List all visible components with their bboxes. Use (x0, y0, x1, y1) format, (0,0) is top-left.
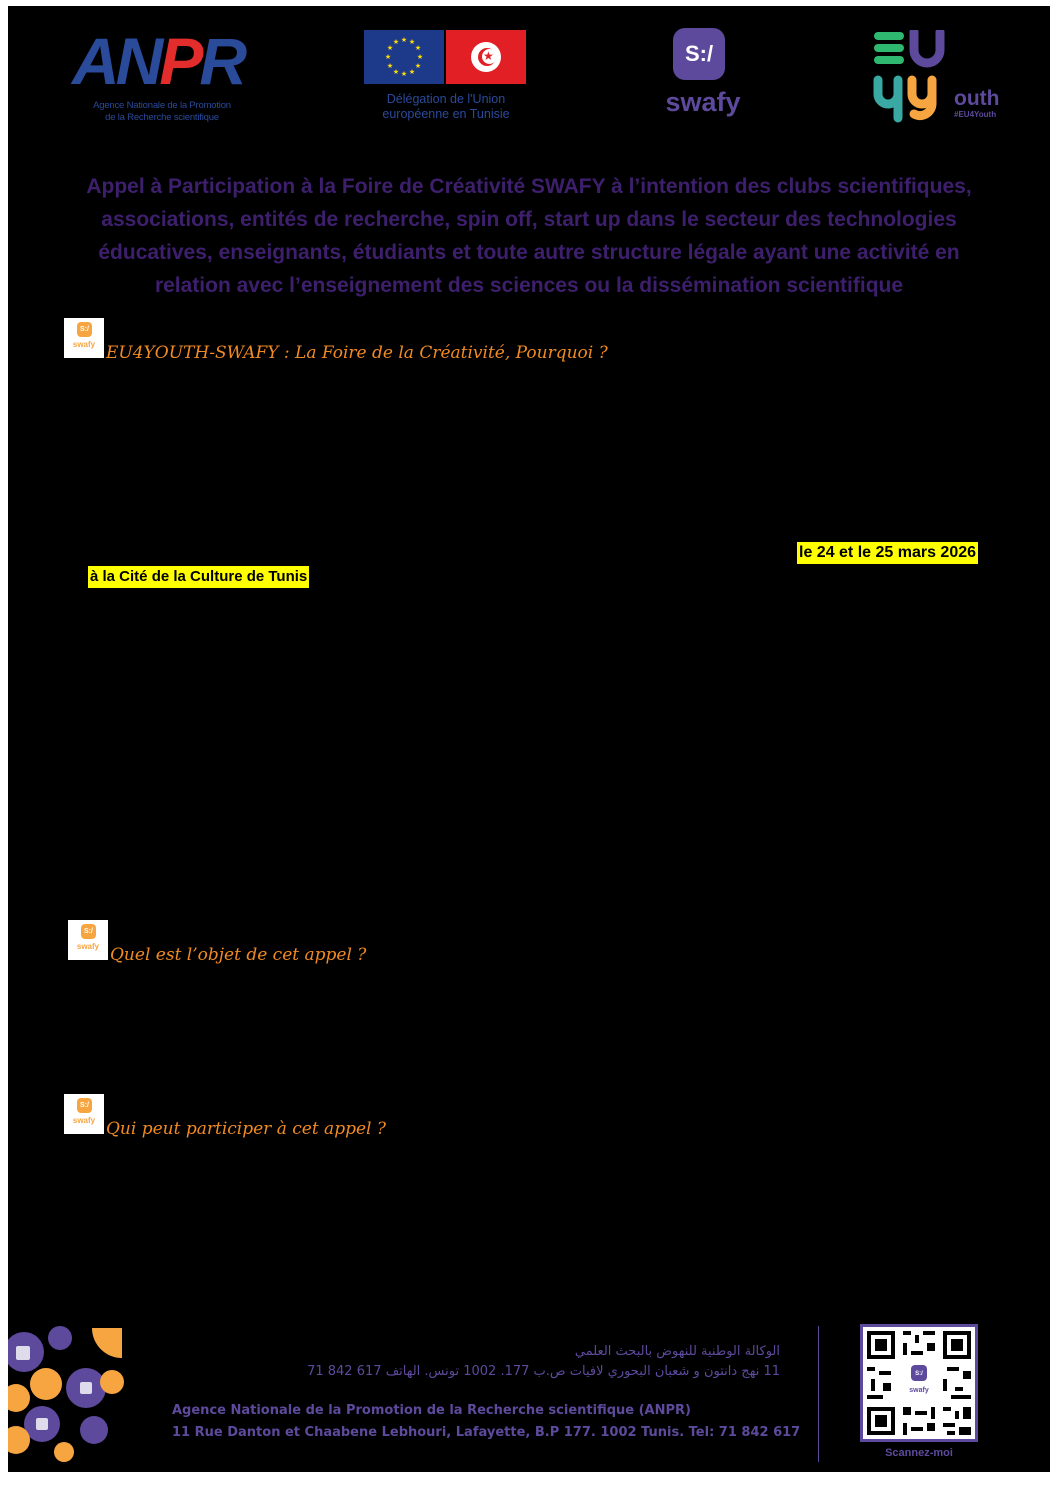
svg-text:★: ★ (414, 44, 422, 52)
anpr-logo (72, 24, 252, 128)
svg-text:★: ★ (414, 62, 422, 70)
svg-text:★: ★ (386, 62, 394, 70)
eu-flag-icon (364, 30, 444, 84)
section-heading-object: Quel est l’objet de cet appel ? (110, 945, 367, 965)
svg-text:★: ★ (408, 38, 416, 46)
footer-french-name: Agence Nationale de la Promotion de la Recherche scientifique (ANPR) (172, 1403, 691, 1418)
anpr-caption-line1: Agence Nationale de la Promotion (93, 100, 231, 111)
swafy-wordmark: swafy (665, 87, 741, 117)
document-page (8, 6, 1050, 1472)
eu-caption: Délégation de l'Union européenne en Tunisie (382, 92, 510, 121)
qr-code[interactable]: S:/ swafy (860, 1324, 978, 1442)
swafy-section-icon: S:/ swafy (64, 1094, 104, 1134)
svg-text:★: ★ (392, 38, 400, 46)
footer-french-address: 11 Rue Danton et Chaabene Lebhouri, Lafayette, B.P 177. 1002 Tunis. Tel: 71 842 617 (172, 1425, 801, 1440)
anpr-caption-line2: de la Recherche scientifique (105, 112, 219, 123)
section-heading-who: Qui peut participer à cet appel ? (106, 1119, 386, 1139)
swafy-logo (648, 28, 758, 128)
svg-text:★: ★ (408, 68, 416, 76)
svg-text:★: ★ (416, 53, 424, 61)
section-heading-why: EU4YOUTH-SWAFY : La Foire de la Créativité, Pourquoi ? (106, 343, 608, 363)
svg-text:★: ★ (392, 68, 400, 76)
eu4youth-suffix: outh (954, 87, 1000, 110)
eu4youth-hashtag: #EU4Youth (954, 110, 997, 119)
swafy-section-icon: S:/ swafy (68, 920, 108, 960)
swafy-badge-icon: S:/ (673, 28, 725, 80)
svg-text:★: ★ (400, 36, 408, 44)
footer-separator (818, 1326, 819, 1462)
swafy-section-icon: S:/ swafy (64, 318, 104, 358)
event-venue-highlight: à la Cité de la Culture de Tunis (88, 566, 309, 588)
event-dates-highlight: le 24 et le 25 mars 2026 (797, 542, 978, 564)
svg-text:★: ★ (384, 53, 392, 61)
footer-decoration-icon (8, 1326, 124, 1462)
footer-arabic-name: الوكالة الوطنية للنهوض بالبحث العلمي (574, 1344, 780, 1359)
tunisia-flag-icon: ★ (446, 30, 526, 84)
anpr-wordmark: ANPR (72, 24, 244, 98)
qr-code-label: Scannez-moi (885, 1447, 953, 1459)
page-title: Appel à Participation à la Foire de Créativité SWAFY à l’intention des clubs scientifiques, associations, entités de recherche, spin off, start up dans le secteur des technologies éducatives, enseignants, étudiants et toute autre structure légale ayant une activité en relation avec l’enseignement des sciences ou la dissémination scientifique (86, 175, 972, 297)
footer-arabic-address: 11 نهج دانتون و شعبان البحوري لافيات ص.ب 177. 1002 تونس. الهاتف 617 842 71 (307, 1364, 780, 1379)
eu4youth-logo (870, 30, 1040, 130)
eu-delegation-logo (364, 30, 528, 130)
svg-text:★: ★ (386, 44, 394, 52)
svg-text:★: ★ (400, 70, 408, 78)
